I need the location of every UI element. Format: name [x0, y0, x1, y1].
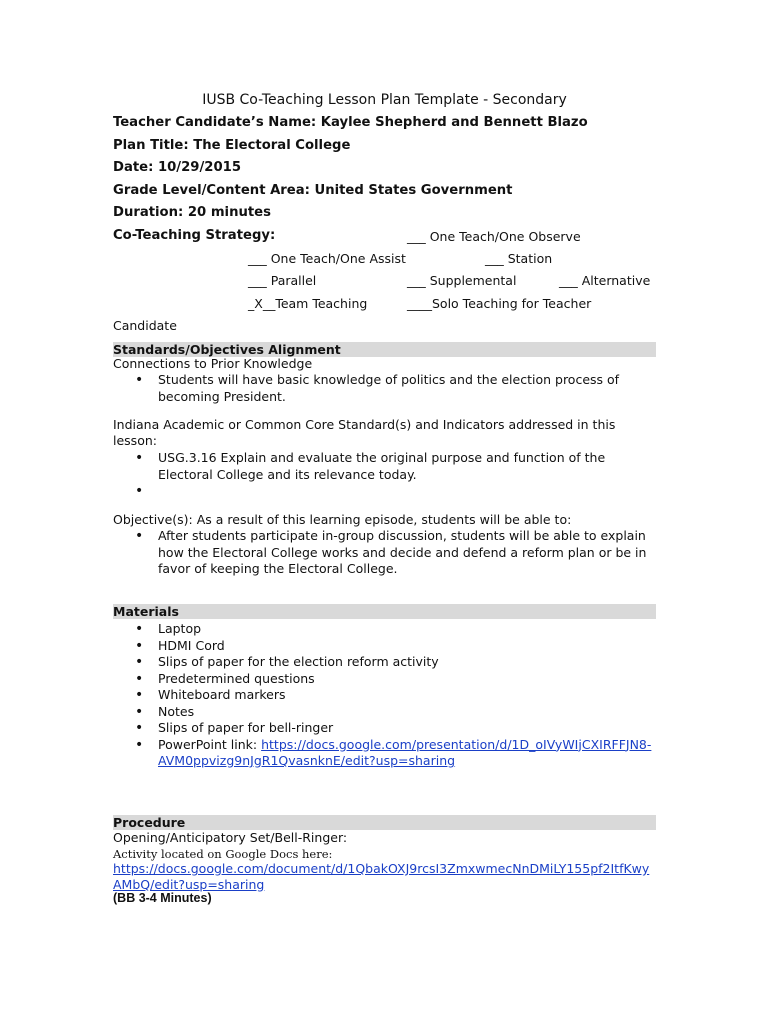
list-item: • HDMI Cord	[113, 638, 656, 655]
powerpoint-link[interactable]: https://docs.google.com/presentation/d/1D_oIVyWIjCXIRFFJN8-AVM0ppvizg9nJgR1QvasnknE/edit?usp=sharing	[158, 736, 652, 768]
grade-level: Grade Level/Content Area: United States Government	[113, 183, 513, 198]
materials-list	[113, 621, 656, 770]
list-item: • USG.3.16 Explain and evaluate the original purpose and function of the Electoral College and its relevance today.	[113, 450, 656, 483]
list-item: • Predetermined questions	[113, 671, 656, 688]
activity-link[interactable]: https://docs.google.com/document/d/1QbakOXJ9rcsI3ZmxwmecNnDMiLY155pf2ItfKwyAMbQ/edit?usp=sharing	[113, 861, 650, 892]
strategy-supplemental: ___ Supplemental	[407, 273, 517, 288]
indiana-standards-label: Indiana Academic or Common Core Standard(s) and Indicators addressed in this lesson:	[113, 417, 616, 448]
standards-heading: Standards/Objectives Alignment	[113, 342, 656, 357]
teacher-name: Teacher Candidate’s Name: Kaylee Shepherd and Bennett Blazo	[113, 115, 588, 130]
list-item: • Slips of paper for the election reform activity	[113, 654, 656, 671]
page-title: IUSB Co-Teaching Lesson Plan Template - Secondary	[202, 92, 567, 108]
strategy-team-teaching: _X__Team Teaching	[248, 296, 368, 311]
strategy-solo: ____Solo Teaching for Teacher	[407, 296, 592, 311]
plan-title: Plan Title: The Electoral College	[113, 138, 351, 153]
strategy-parallel: ___ Parallel	[248, 273, 317, 288]
powerpoint-label: PowerPoint link:	[158, 736, 262, 752]
strategy-label: Co-Teaching Strategy:	[113, 228, 276, 243]
strategy-one-teach-assist: ___ One Teach/One Assist	[248, 251, 406, 266]
objective-list	[113, 528, 656, 578]
list-item: • Laptop	[113, 621, 656, 638]
list-item: • Whiteboard markers	[113, 687, 656, 704]
prior-knowledge-label: Connections to Prior Knowledge	[113, 356, 313, 371]
list-item	[113, 483, 656, 500]
duration: Duration: 20 minutes	[113, 205, 271, 220]
objective-label: Objective(s): As a result of this learning episode, students will be able to:	[113, 512, 572, 527]
opening-label: Opening/Anticipatory Set/Bell-Ringer:	[113, 830, 348, 845]
materials-heading: Materials	[113, 604, 656, 619]
strategy-one-teach-observe: ___ One Teach/One Observe	[407, 229, 581, 244]
list-item: • Students will have basic knowledge of politics and the election process of becoming President.	[113, 372, 656, 405]
list-item: • After students participate in-group discussion, students will be able to explain how the Electoral College works and decide and defend a reform plan or be in favor of keeping the Electoral College.	[113, 528, 656, 578]
procedure-heading: Procedure	[113, 815, 656, 830]
strategy-station: ___ Station	[485, 251, 553, 266]
list-item: • Slips of paper for bell-ringer	[113, 720, 656, 737]
list-item: • Notes	[113, 704, 656, 721]
indiana-standards-list	[113, 450, 656, 500]
prior-knowledge-list	[113, 372, 656, 405]
plan-date: Date: 10/29/2015	[113, 160, 241, 175]
activity-label: Activity located on Google Docs here:	[113, 847, 333, 861]
candidate-text: Candidate	[113, 318, 177, 333]
list-item-powerpoint	[113, 737, 656, 770]
strategy-alternative: ___ Alternative	[559, 273, 651, 288]
bell-ringer-time: (BB 3-4 Minutes)	[113, 891, 212, 905]
